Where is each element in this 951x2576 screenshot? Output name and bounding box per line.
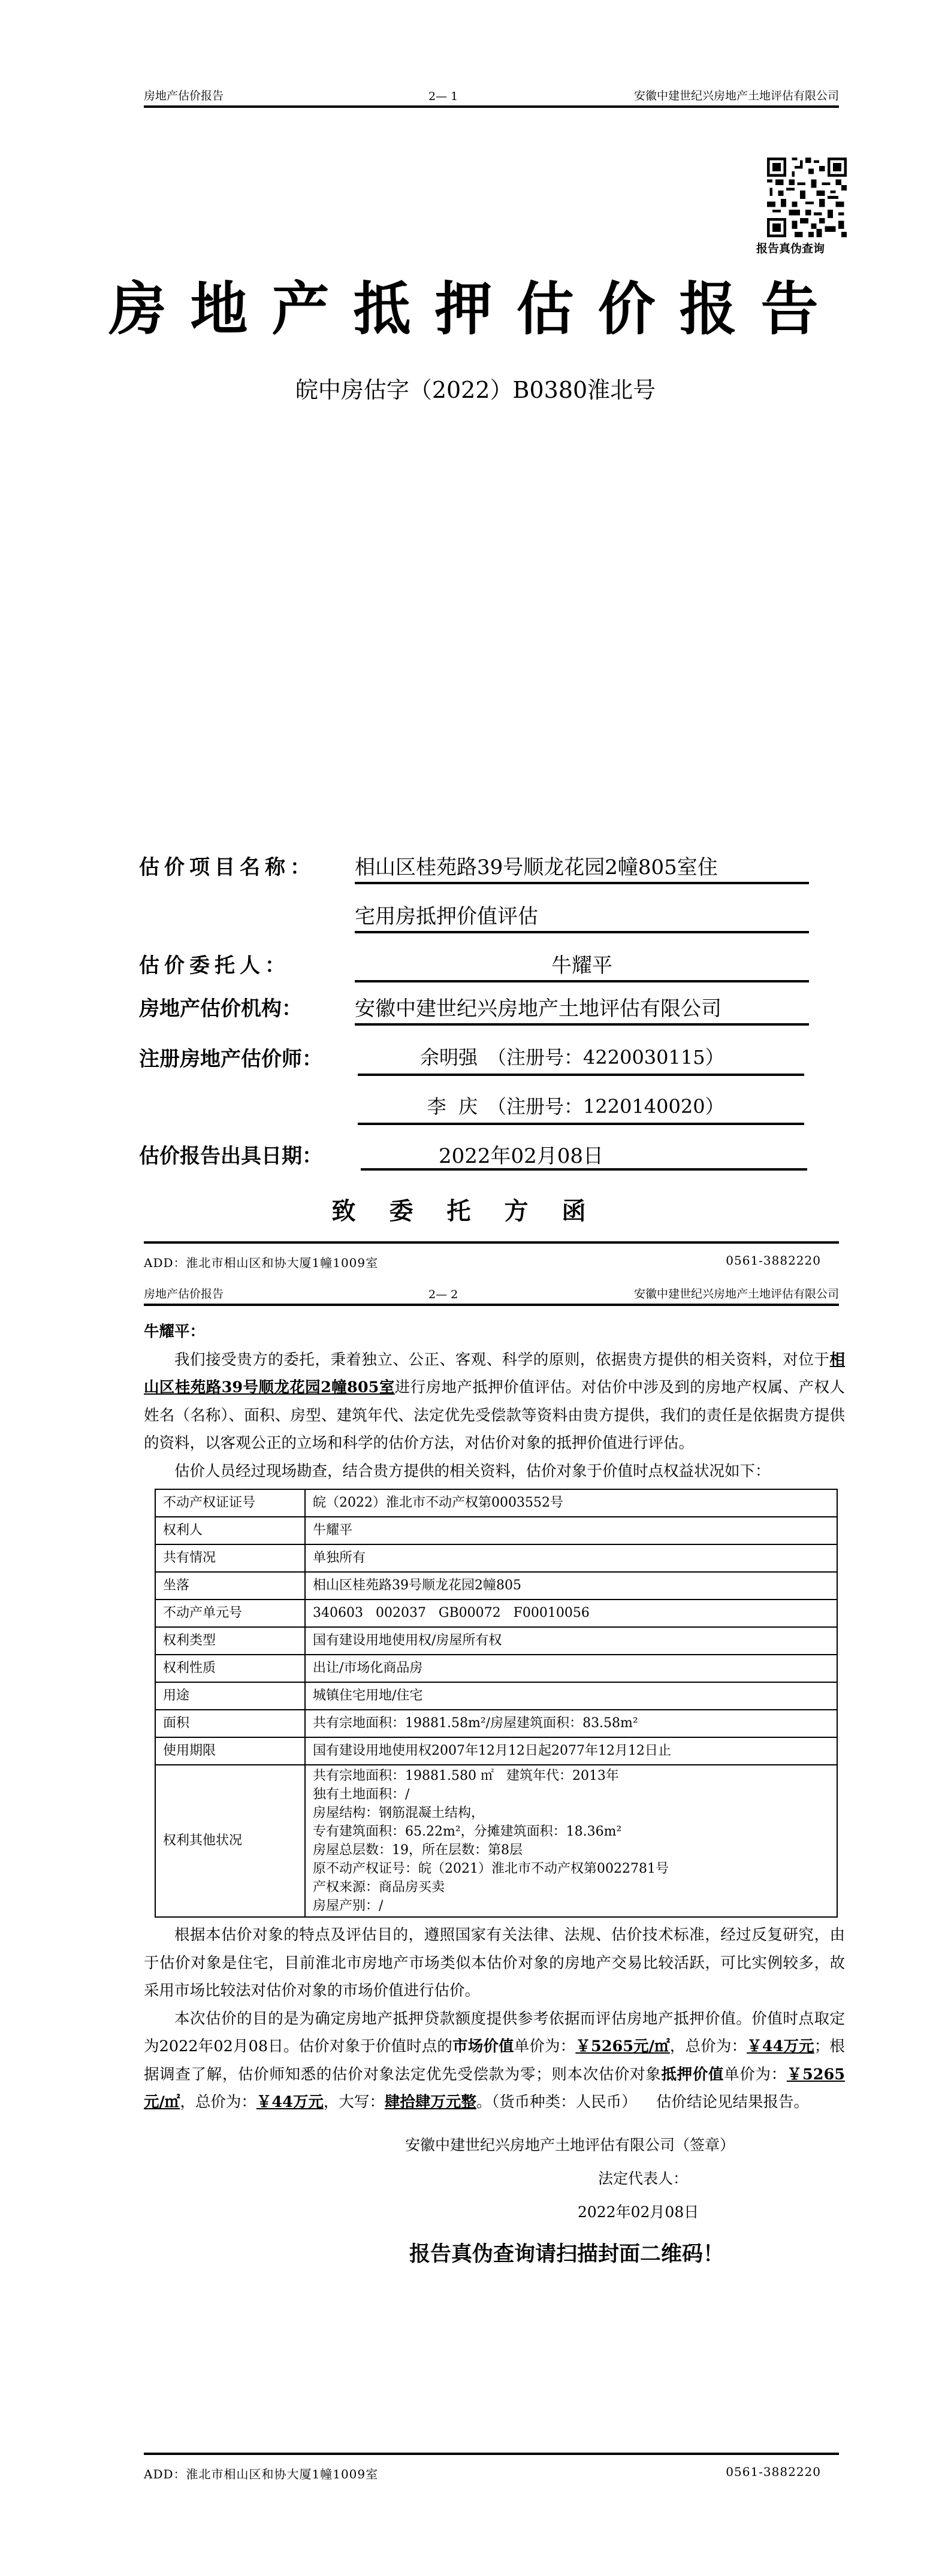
appraiser-1 <box>358 1042 804 1076</box>
market-total-price: ￥44万元 <box>747 2037 814 2055</box>
para4-text-a: 本次估价的目的是为确定房地产抵押贷款额度提供参考依据而评估房地产抵押价值。价值时点取定为2022年02月08日。估价对象于价值时点的 <box>144 2009 845 2055</box>
table-value: 单独所有 <box>305 1544 837 1572</box>
qr-caption: 报告真伪查询 <box>756 242 825 255</box>
header-rule <box>144 105 839 108</box>
verification-note: 报告真伪查询请扫描封面二维码！ <box>409 2241 724 2266</box>
other-status-line: 共有宗地面积：19881.580 ㎡ 建筑年代：2013年 <box>313 1768 619 1783</box>
table-value: 国有建设用地使用权/房屋所有权 <box>305 1627 837 1655</box>
amount-in-words: 肆拾肆万元整 <box>384 2093 476 2111</box>
project-name-row <box>139 851 349 880</box>
agency-row <box>139 992 349 1021</box>
table-row <box>155 1710 837 1737</box>
other-status-line: 房屋总层数：19，所在层数：第8层 <box>313 1843 523 1858</box>
footer-address: ADD：淮北市相山区和协大厦1幢1009室 <box>144 2467 379 2481</box>
para4-text-b: 单价为： <box>514 2037 576 2055</box>
table-row <box>155 1572 837 1600</box>
document-number: 皖中房估字（2022）B0380淮北号 <box>295 377 656 403</box>
header-doc-type: 房地产估价报告 <box>144 89 224 102</box>
table-row <box>155 1517 837 1544</box>
table-key: 共有情况 <box>155 1544 305 1572</box>
page1-footer <box>144 1241 839 1274</box>
client-label: 估价委托人： <box>139 954 290 978</box>
table-key: 权利人 <box>155 1517 305 1544</box>
agency-label: 房地产估价机构： <box>139 997 302 1021</box>
signing-date: 2022年02月08日 <box>578 2203 699 2221</box>
other-status-line: 房屋结构：钢筋混凝土结构， <box>313 1806 485 1821</box>
para4-text-c: ，总价为： <box>669 2037 747 2055</box>
mortgage-unit-price: ￥5265元/㎡ <box>144 2065 845 2111</box>
para4-text-g: ，大写： <box>323 2093 385 2111</box>
table-value: 国有建设用地使用权2007年12月12日起2077年12月12日止 <box>305 1737 837 1765</box>
header-page-number: 2— 2 <box>428 1288 458 1301</box>
letter-body-top <box>144 1318 845 1485</box>
paragraph-4 <box>144 2005 845 2117</box>
table-key: 用途 <box>155 1682 305 1710</box>
table-key: 坐落 <box>155 1572 305 1600</box>
date-value: 2022年02月08日 <box>361 1139 807 1171</box>
para4-text-d: ；根据调查了解，估价师知悉的估价对象法定优先受偿款为零；则本次估价对象 <box>144 2037 845 2084</box>
other-status-line: 房屋产别：/ <box>313 1898 384 1913</box>
date-label: 估价报告出具日期： <box>139 1144 322 1168</box>
market-unit-price: ￥5265元/㎡ <box>575 2037 670 2055</box>
report-title: 房地产抵押估价报告 <box>108 275 843 343</box>
para1-text-a: 我们接受贵方的委托，秉着独立、公正、客观、科学的原则，依据贵方提供的相关资料，对位于 <box>174 1350 830 1369</box>
qr-code-icon[interactable] <box>766 158 848 237</box>
legal-representative-label: 法定代表人： <box>598 2169 689 2187</box>
other-status-line: 产权来源：商品房买卖 <box>313 1880 445 1895</box>
table-row <box>155 1655 837 1682</box>
client-value: 牛耀平 <box>355 949 809 982</box>
table-value: 出让/市场化商品房 <box>305 1655 837 1682</box>
footer-phone: 0561-3882220 <box>726 1253 821 1268</box>
agency-value: 安徽中建世纪兴房地产土地评估有限公司 <box>355 992 809 1026</box>
table-row <box>155 1544 837 1572</box>
other-status-line: 原不动产权证号：皖（2021）淮北市不动产权第0022781号 <box>313 1861 669 1876</box>
header-company: 安徽中建世纪兴房地产土地评估有限公司 <box>633 89 839 102</box>
table-value: 340603 002037 GB00072 F00010056 <box>305 1600 837 1627</box>
paragraph-1 <box>144 1346 845 1458</box>
letter-greeting: 牛耀平： <box>144 1323 206 1341</box>
project-name-label: 估价项目名称： <box>139 855 315 879</box>
table-key: 使用期限 <box>155 1737 305 1765</box>
table-row <box>155 1737 837 1765</box>
appraiser-2-reg: （注册号：1220140020） <box>487 1095 724 1118</box>
page2-header <box>144 1282 839 1306</box>
table-value: 皖（2022）淮北市不动产权第0003552号 <box>305 1489 837 1517</box>
project-name-line1: 相山区桂苑路39号顺龙花园2幢805室住 <box>355 851 809 884</box>
letter-title: 致委托方函 <box>331 1197 620 1225</box>
header-doc-type: 房地产估价报告 <box>144 1287 224 1301</box>
header-company: 安徽中建世纪兴房地产土地评估有限公司 <box>633 1287 839 1301</box>
para1-text-b: 进行房地产抵押价值评估。对估价中涉及到的房地产权属、产权人姓名（名称）、面积、房型、建筑年代、法定优先受偿款等资料由贵方提供，我们的责任是依据贵方提供的资料，以客观公正的立场和科学的估价方法，对估价对象的抵押价值进行评估。 <box>144 1378 845 1452</box>
letter-body-bottom <box>144 1921 845 2117</box>
table-key: 面积 <box>155 1710 305 1737</box>
table-row <box>155 1489 837 1517</box>
para4-text-e: 单价为： <box>724 2065 787 2084</box>
mortgage-value-label: 抵押价值 <box>661 2065 724 2084</box>
table-row <box>155 1765 837 1917</box>
property-address: 相山区桂苑路39号顺龙花园2幢805室 <box>144 1350 845 1396</box>
table-key: 权利性质 <box>155 1655 305 1682</box>
date-row <box>139 1139 349 1169</box>
signature-block <box>144 2128 845 2229</box>
page2-footer <box>144 2453 839 2485</box>
project-name-line2: 宅用房抵押价值评估 <box>355 900 809 933</box>
table-row <box>155 1682 837 1710</box>
market-value-label: 市场价值 <box>452 2037 514 2055</box>
appraiser-2 <box>358 1092 804 1125</box>
signing-company: 安徽中建世纪兴房地产土地评估有限公司（签章） <box>405 2136 735 2154</box>
table-row <box>155 1600 837 1627</box>
table-value: 牛耀平 <box>305 1517 837 1544</box>
table-value: 共有宗地面积：19881.58m²/房屋建筑面积：83.58m² <box>305 1710 837 1737</box>
table-value: 城镇住宅用地/住宅 <box>305 1682 837 1710</box>
table-key: 权利类型 <box>155 1627 305 1655</box>
mortgage-total-price: ￥44万元 <box>256 2093 324 2111</box>
client-row <box>139 949 349 978</box>
appraiser-2-name: 李 庆 <box>427 1095 478 1118</box>
table-key: 不动产权证证号 <box>155 1489 305 1517</box>
table-value-multiline <box>305 1765 837 1917</box>
appraiser-1-reg: （注册号：4220030115） <box>487 1046 724 1069</box>
header-rule <box>144 1304 839 1306</box>
table-key: 不动产单元号 <box>155 1600 305 1627</box>
para4-text-f: ，总价为： <box>180 2093 256 2111</box>
appraiser-1-name: 余明强 <box>419 1046 478 1069</box>
table-value: 相山区桂苑路39号顺龙花园2幢805 <box>305 1572 837 1600</box>
para4-text-h: 。（货币种类：人民币） 估价结论见结果报告。 <box>476 2093 810 2111</box>
footer-phone: 0561-3882220 <box>726 2465 821 2479</box>
table-key: 权利其他状况 <box>155 1765 305 1917</box>
page2-content <box>144 1318 845 2267</box>
table-row <box>155 1627 837 1655</box>
appraiser-label: 注册房地产估价师： <box>139 1047 322 1071</box>
appraiser-row <box>139 1042 349 1072</box>
rights-table <box>155 1489 838 1918</box>
other-status-line: 专有建筑面积：65.22m²，分摊建筑面积：18.36m² <box>313 1824 622 1839</box>
paragraph-3: 根据本估价对象的特点及评估目的，遵照国家有关法律、法规、估价技术标准，经过反复研究，由于估价对象是住宅，目前淮北市房地产市场类似本估价对象的房地产交易比较活跃，可比实例较多，故采用市场比较法对估价对象的市场价值进行估价。 <box>144 1926 845 2000</box>
page1-header <box>144 84 839 108</box>
header-page-number: 2— 1 <box>428 90 458 103</box>
footer-address: ADD：淮北市相山区和协大厦1幢1009室 <box>144 1256 379 1270</box>
other-status-line: 独有土地面积：/ <box>313 1787 410 1802</box>
paragraph-2: 估价人员经过现场勘查，结合贵方提供的相关资料，估价对象于价值时点权益状况如下： <box>174 1462 771 1480</box>
